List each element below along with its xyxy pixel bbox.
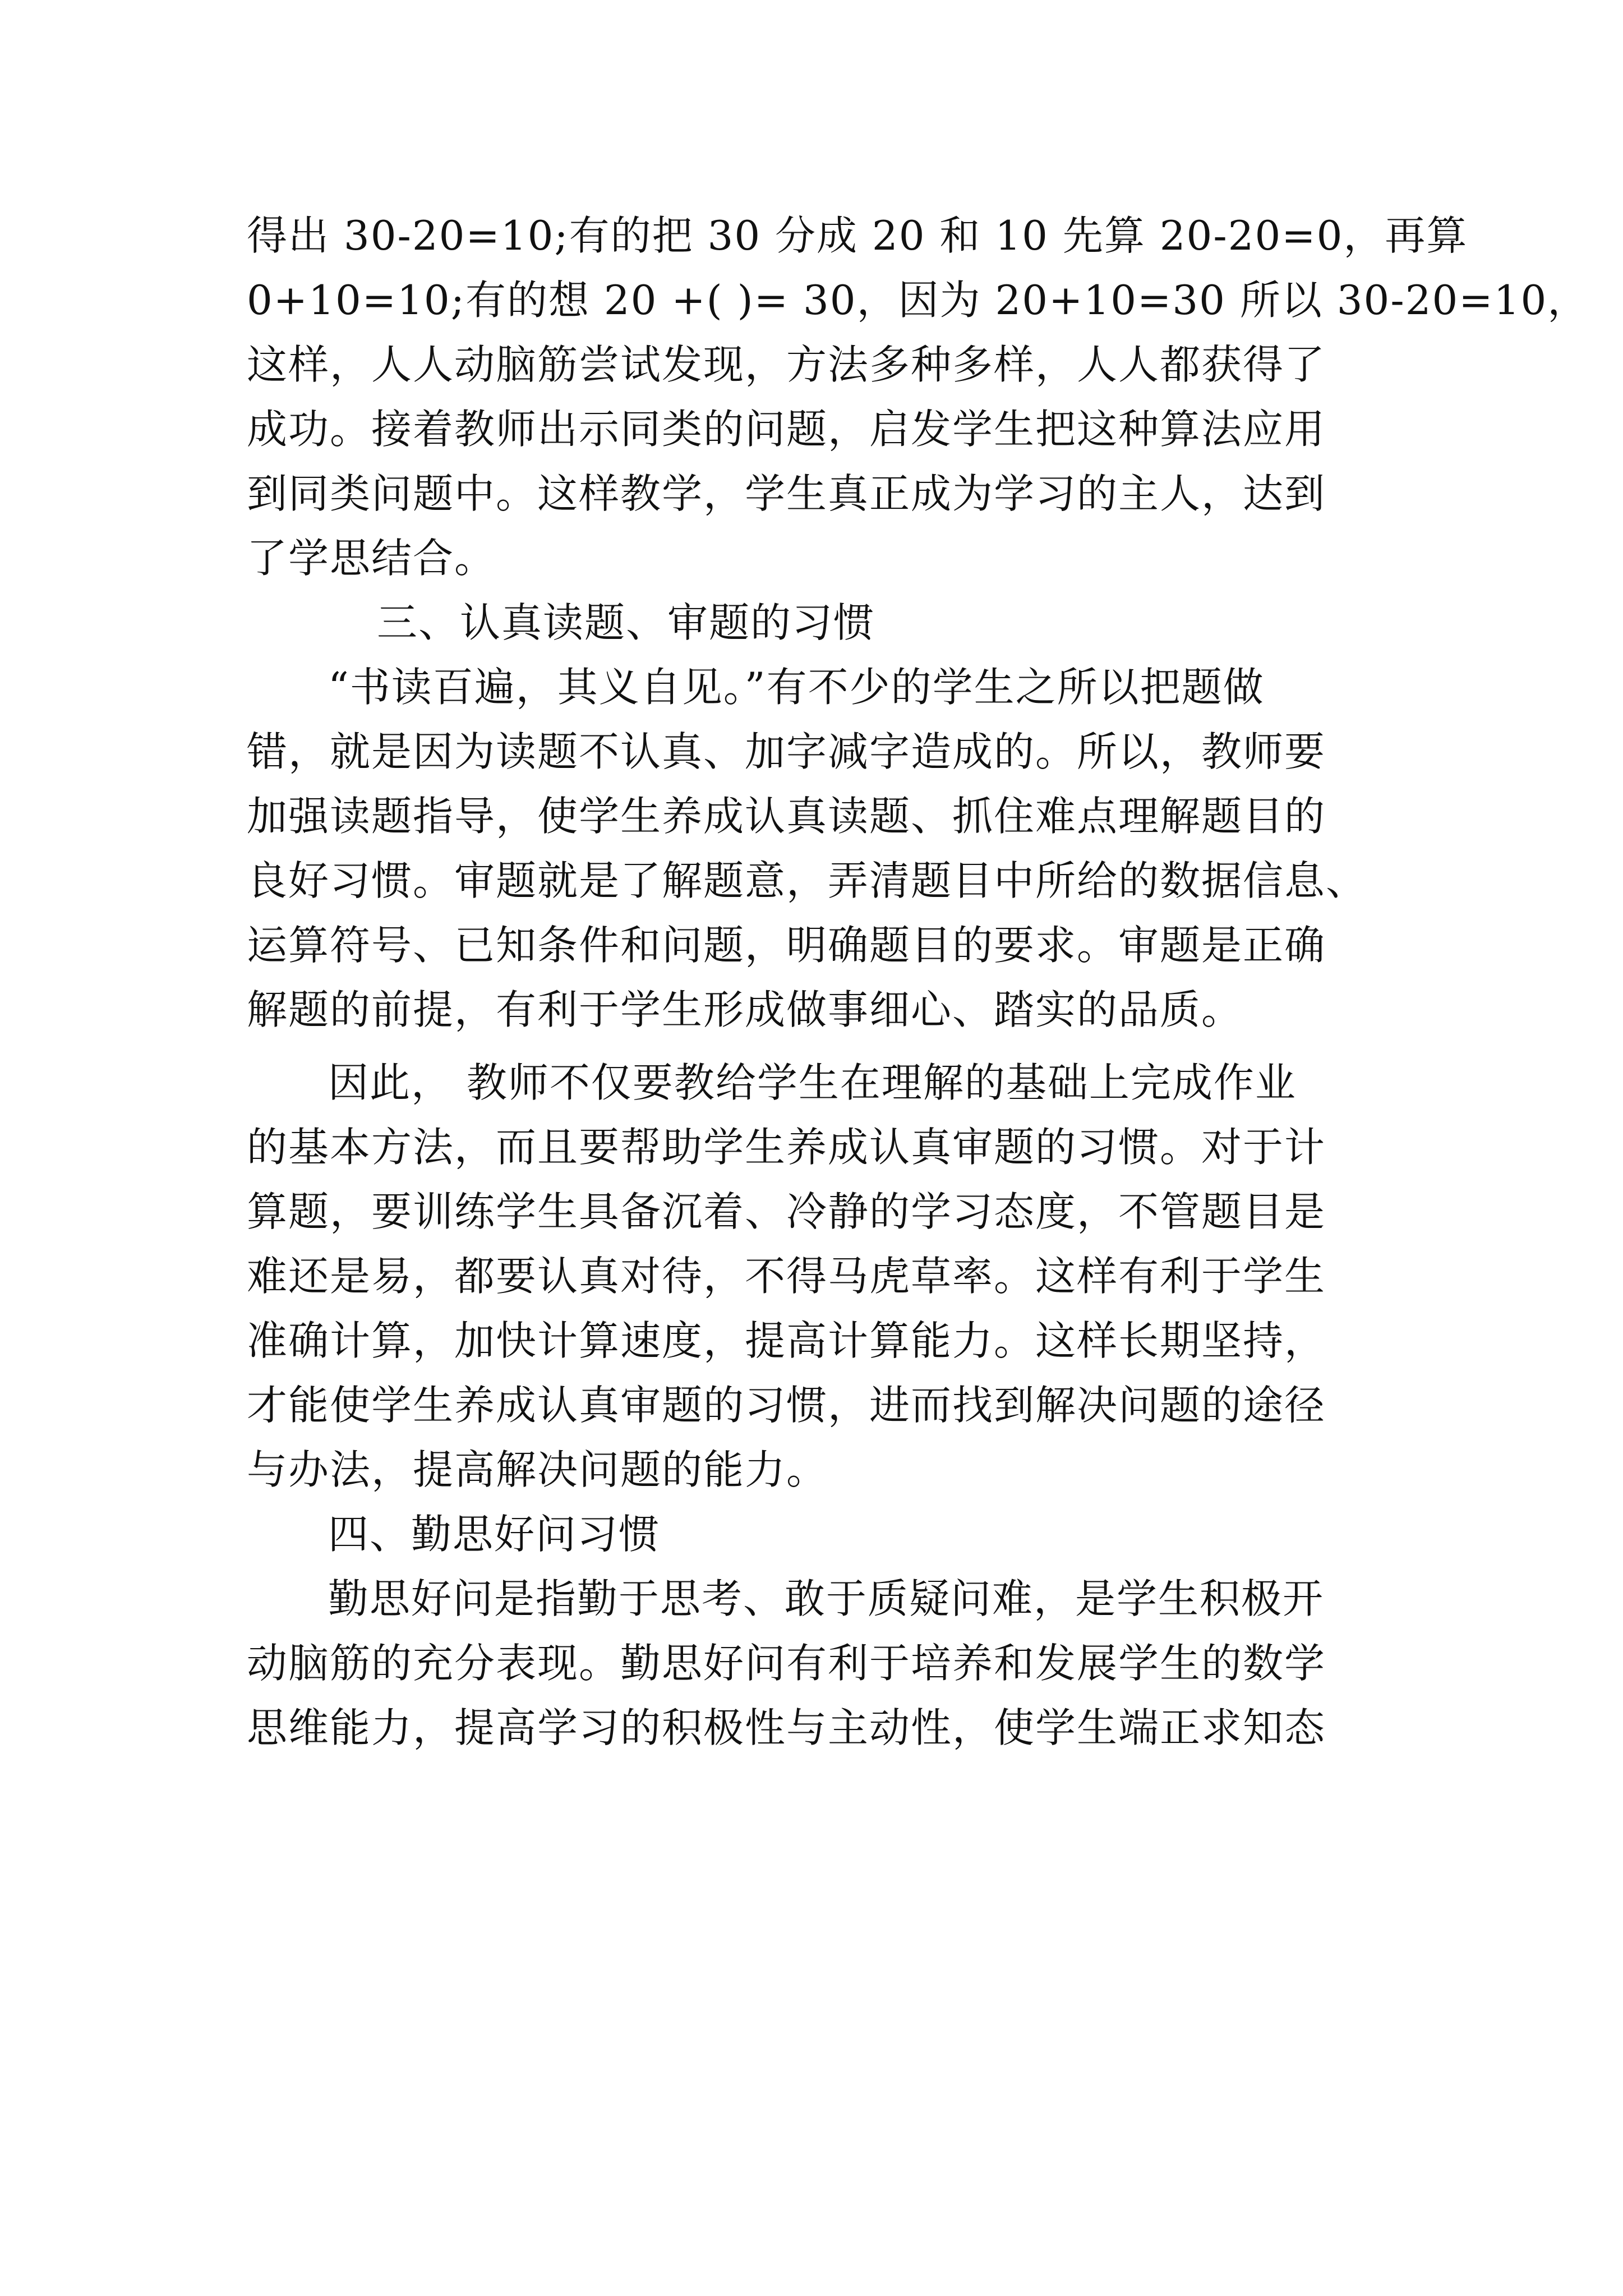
body-line-17: 难还是易，都要认真对待，不得马虎草率。这样有利于学生 (247, 1253, 1326, 1300)
body-line-20: 与办法，提高解决问题的能力。 (247, 1446, 828, 1493)
body-line-5: 到同类问题中。这样教学，学生真正成为学习的主人，达到 (247, 470, 1326, 517)
section-heading-3: 三、认真读题、审题的习惯 (377, 599, 875, 646)
body-line-9: 错，就是因为读题不认真、加字减字造成的。所以，教师要 (247, 728, 1326, 775)
body-line-23: 动脑筋的充分表现。勤思好问有利于培养和发展学生的数学 (247, 1640, 1326, 1687)
body-line-3: 这样，人人动脑筋尝试发现，方法多种多样，人人都获得了 (247, 341, 1326, 388)
body-line-19: 才能使学生养成认真审题的习惯，进而找到解决问题的途径 (247, 1382, 1326, 1429)
body-line-4: 成功。接着教师出示同类的问题，启发学生把这种算法应用 (247, 406, 1326, 453)
body-line-15: 的基本方法，而且要帮助学生养成认真审题的习惯。对于计 (247, 1124, 1326, 1171)
body-line-10: 加强读题指导，使学生养成认真读题、抓住难点理解题目的 (247, 793, 1326, 840)
body-line-1: 得出 30-20=10;有的把 30 分成 20 和 10 先算 20-20=0，再算 (247, 212, 1468, 259)
body-line-14: 因此， 教师不仅要教给学生在理解的基础上完成作业 (328, 1059, 1297, 1106)
body-line-18: 准确计算，加快计算速度，提高计算能力。这样长期坚持， (247, 1317, 1326, 1364)
body-line-16: 算题，要训练学生具备沉着、冷静的学习态度，不管题目是 (247, 1188, 1326, 1235)
body-line-13: 解题的前提，有利于学生形成做事细心、踏实的品质。 (247, 986, 1243, 1033)
section-heading-4: 四、勤思好问习惯 (328, 1511, 661, 1558)
body-line-12: 运算符号、已知条件和问题，明确题目的要求。审题是正确 (247, 922, 1326, 969)
body-line-8: “书读百遍，其义自见。”有不少的学生之所以把题做 (328, 664, 1265, 711)
body-line-2: 0+10=10;有的想 20 +( )= 30，因为 20+10=30 所以 30-20=10， (247, 277, 1589, 324)
body-line-24: 思维能力，提高学习的积极性与主动性，使学生端正求知态 (247, 1704, 1326, 1751)
body-line-11: 良好习惯。审题就是了解题意，弄清题目中所给的数据信息、 (247, 857, 1368, 904)
body-line-6: 了学思结合。 (247, 535, 496, 582)
body-line-22: 勤思好问是指勤于思考、敢于质疑问难，是学生积极开 (328, 1575, 1325, 1622)
